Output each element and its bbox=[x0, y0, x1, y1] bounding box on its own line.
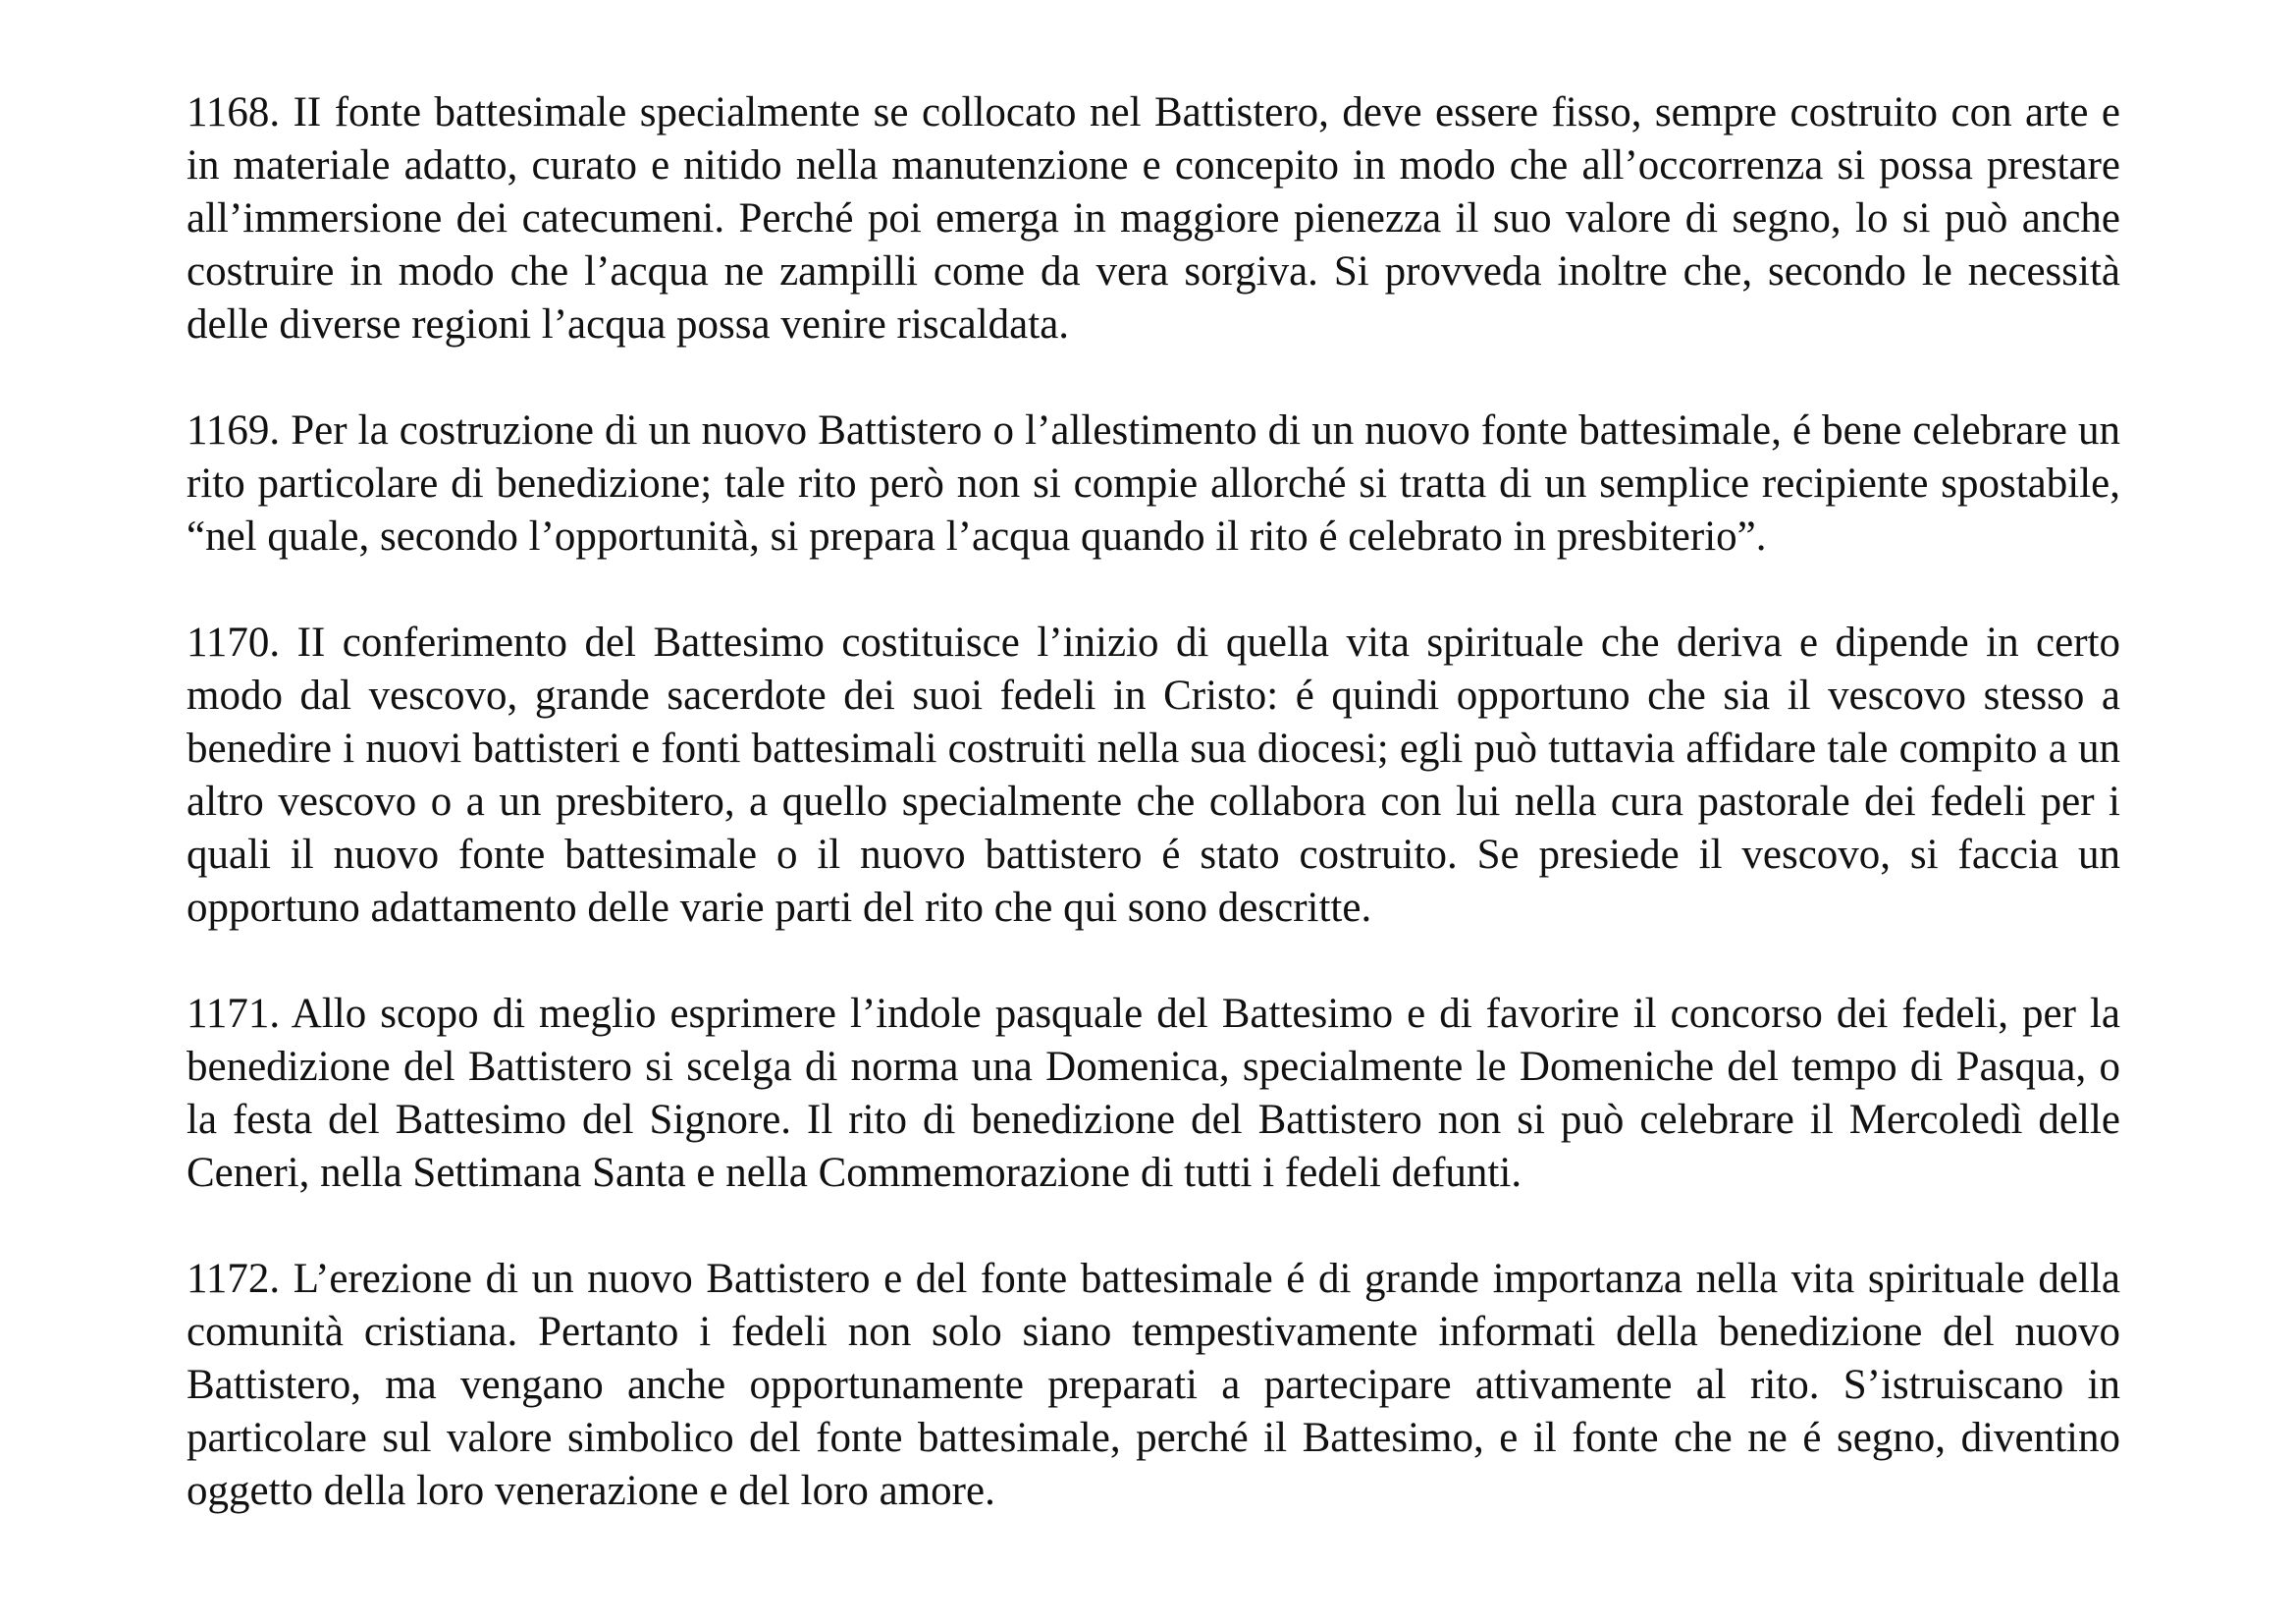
paragraph-1171: 1171. Allo scopo di meglio esprimere l’indole pasquale del Battesimo e di favorire il concorso dei fedeli, per la benedizione del Battistero si scelga di norma una Domenica, specialmente le Domeniche del tempo di Pasqua, o la festa del Battesimo del Signore. Il rito di benedizione del Battistero non si può celebrare il Mercoledì delle Ceneri, nella Settimana Santa e nella Commemorazione di tutti i fedeli defunti. bbox=[187, 991, 2120, 1196]
document-page bbox=[187, 86, 2120, 1518]
paragraph-1172: 1172. L’erezione di un nuovo Battistero e del fonte battesimale é di grande importanza nella vita spirituale della comunità cristiana. Pertanto i fedeli non solo siano tempestivamente informati della benedizione del nuovo Battistero, ma vengano anche opportunamente preparati a partecipare attivamente al rito. S’istruiscano in particolare sul valore simbolico del fonte battesimale, perché il Battesimo, e il fonte che ne é segno, diventino oggetto della loro venerazione e del loro amore. bbox=[187, 1256, 2120, 1514]
paragraph-1170: 1170. II conferimento del Battesimo costituisce l’inizio di quella vita spirituale che deriva e dipende in certo modo dal vescovo, grande sacerdote dei suoi fedeli in Cristo: é quindi opportuno che sia il vescovo stesso a benedire i nuovi battisteri e fonti battesimali costruiti nella sua diocesi; egli può tuttavia affidare tale compito a un altro vescovo o a un presbitero, a quello specialmente che collabora con lui nella cura pastorale dei fedeli per i quali il nuovo fonte battesimale o il nuovo battistero é stato costruito. Se presiede il vescovo, si faccia un opportuno adattamento delle varie parti del rito che qui sono descritte. bbox=[187, 620, 2120, 931]
paragraph-1168: 1168. II fonte battesimale specialmente se collocato nel Battistero, deve essere fisso, sempre costruito con arte e in materiale adatto, curato e nitido nella manutenzione e concepito in modo che all’occorrenza si possa prestare all’immersione dei catecumeni. Perché poi emerga in maggiore pienezza il suo valore di segno, lo si può anche costruire in modo che l’acqua ne zampilli come da vera sorgiva. Si provveda inoltre che, secondo le necessità delle diverse regioni l’acqua possa venire riscaldata. bbox=[187, 89, 2120, 348]
paragraph-1169: 1169. Per la costruzione di un nuovo Battistero o l’allestimento di un nuovo fonte battesimale, é bene celebrare un rito particolare di benedizione; tale rito però non si compie allorché si tratta di un semplice recipiente spostabile, “nel quale, secondo l’opportunità, si prepara l’acqua quando il rito é celebrato in presbiterio”. bbox=[187, 407, 2120, 560]
